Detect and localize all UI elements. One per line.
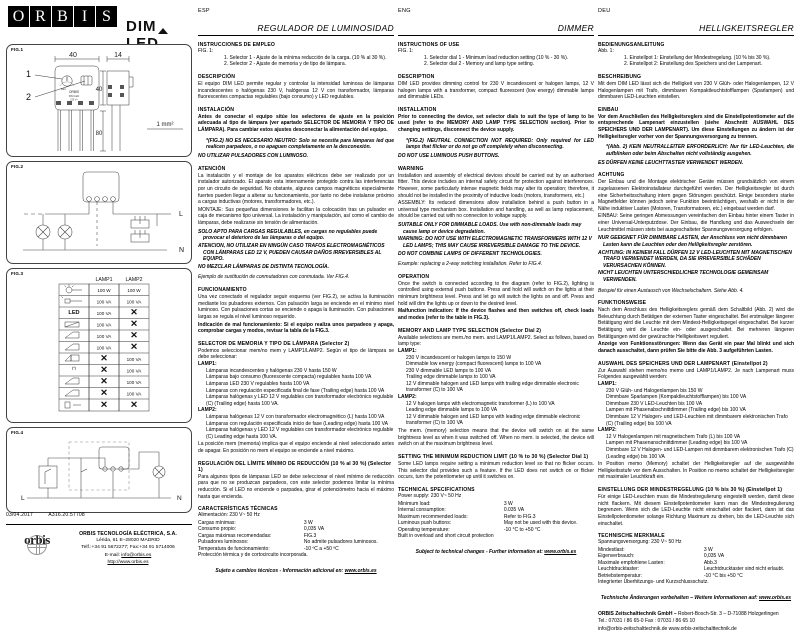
footnote-url-eng[interactable]: www.orbis.es bbox=[544, 548, 577, 555]
memory-note-deu: In Position memo (Memory) schaltet der Helligkeitsregler auf die ausgewählte Helligkeitsstufe vor dem Ausschalten. In Position no memo schaltet der Helligkeitsregler mit maximaler Leuchtkraft ein. bbox=[598, 461, 794, 481]
footer-company-address: Lérida, 61 E–28020 MADRID bbox=[96, 538, 160, 543]
operation-eng: Once the switch is connected according to the diagram (refer to FIG.2), lighting is controlled using external push buttons. Press and hold will switch on the lights at their minimum brightness level. Press and let go will switch the lights on and off. Press and hold will dim the lights up or down to the desired level. bbox=[398, 280, 594, 307]
document-date: 03/04.2017 bbox=[6, 512, 34, 518]
logo-letter-o: O bbox=[8, 6, 29, 27]
document-code-line bbox=[6, 512, 99, 518]
fig3-cell-lamp2: 100 VA bbox=[126, 299, 142, 305]
heading-minlimit-eng: SETTING THE MINIMUM REDUCTION LIMIT (10 % to 30 %) (Selector Dial 1) bbox=[398, 454, 589, 460]
fig1-knob-min: Mín bbox=[61, 87, 67, 91]
specs-table-eng bbox=[398, 501, 594, 534]
lang-tag-deu: DEU bbox=[598, 8, 611, 14]
spec-key: Betriebstemperatur: bbox=[598, 572, 642, 579]
column-german bbox=[598, 8, 794, 633]
warn-esp-3: NO MEZCLAR LÁMPARAS DE DISTINTA TECNOLOGÍA. bbox=[198, 263, 330, 270]
fault-eng: Malfunction indication: If the device flashes and then switches off, check loads and modes (refer to the table in FIG.3). bbox=[398, 308, 594, 321]
fig4-line-n: N bbox=[177, 495, 182, 502]
spec-value: Abb.3 bbox=[703, 559, 717, 566]
fig1-dim-lead: 80 bbox=[95, 131, 103, 137]
figure-2-drawing bbox=[7, 162, 191, 264]
spec-key: Internal consumption: bbox=[398, 507, 446, 514]
spec-key: Cargas máximas recomendadas: bbox=[198, 532, 272, 539]
fig-ref-eng: FIG. 1: bbox=[398, 48, 414, 54]
lamp2-item-deu-1: 12 V Halogenlampen mit magnetischem Trafo (L) bis 100 VA bbox=[606, 433, 741, 440]
lamp1-item-deu-5: Dimmbare 12 V Halogen- und LED-Leuchten mit dimmbarem elektronischen Trafo (C) (Trailing edge) bis 100 VA bbox=[606, 413, 788, 427]
fig3-cell-lamp1: ✕ bbox=[100, 399, 108, 410]
memory-intro-deu: Zur Auswahl stehen memo/no memo und LAMP1/LAMP2. Je nach Lampenart muss Folgendes ausgewählt werden: bbox=[598, 367, 794, 381]
spec-value: -10 °C to +50 °C bbox=[503, 526, 541, 533]
heading-description-deu: BESCHREIBUNG bbox=[598, 73, 642, 80]
lamp1-label-esp: LAMP1: bbox=[198, 361, 217, 368]
assembly-eng: ASSEMBLY: Its reduced dimensions allow installation behind a push button in a universal type mechanism box. Installation and handling, as well as lamp replacement, should be carried out with no connection to voltage supply. bbox=[398, 200, 594, 220]
heading-operation-deu: FUNKTIONSWEISE bbox=[598, 300, 647, 307]
minlimit-deu: Für einige LED-Leuchten muss die Mindestregulierung eingestellt werden, damit diese nicht flackern. Mit diesem Einstellpotentiometer kann man die Mindestregulierung begrenzen. Wenn sich die LED-Leuchte nicht einschaltet oder flackert, dann ist das Einstellpotentiometer solange Richtung Maximum zu drehen, bis die LED-Leuchte sich einschaltet. bbox=[598, 494, 794, 527]
protection-deu: Integrierter Überhitzungs- und Kurzschlussschutz. bbox=[598, 579, 709, 586]
column-spanish bbox=[198, 8, 394, 574]
footnote-url-deu[interactable]: www.orbis.es bbox=[759, 595, 792, 602]
figure-3 bbox=[6, 268, 192, 423]
heading-attention-deu: ACHTUNG bbox=[598, 172, 625, 179]
spec-value: -10 °C bis +50 °C bbox=[703, 572, 743, 579]
lamp2-item-eng-2: Leading edge dimmable lamps to 100 VA bbox=[406, 407, 498, 414]
figure-2 bbox=[6, 161, 192, 264]
lamp2-label-deu: LAMP2: bbox=[598, 427, 617, 434]
spec-value: FIG.3 bbox=[303, 532, 317, 539]
logo-letter-s: S bbox=[96, 6, 117, 27]
supply-esp: Alimentación: 230 V~ 50 Hz bbox=[198, 512, 260, 519]
footer-website[interactable]: http://www.orbis.es bbox=[107, 560, 149, 566]
fig3-cell-lamp2: ✕ bbox=[130, 329, 138, 340]
title-deu: HELLIGKEITSREGLER bbox=[598, 23, 794, 36]
spec-key: Eigenverbrauch: bbox=[598, 553, 635, 560]
fig3-cell-lamp1: 100 VA bbox=[96, 333, 112, 339]
lamp1-item-deu-2: Dimmbare Sparlampen (Kompaktleuchtstofflampen) bis 100 VA bbox=[606, 394, 747, 401]
fig3-cell-lamp1: 100 W bbox=[97, 287, 111, 293]
fig3-col-lamp2: LAMP2 bbox=[125, 277, 143, 283]
footnote-url-esp[interactable]: www.orbis.es bbox=[344, 567, 377, 574]
lamp1-item-eng-5: 12 V dimmable halogen and LED lamps with trailing edge dimmable electronic transformer (C) to 100 VA bbox=[406, 380, 579, 394]
spec-key: Consumo propio: bbox=[198, 526, 237, 533]
lamp1-item-esp-5: Lámparas halógenas y LED 12 V regulables con transformador electrónico regulable (C) (Trailing edge) hasta 100 VA. bbox=[206, 394, 394, 407]
lamp2-item-deu-3: Dimmbare 12 V Halogen- und LED-Lampen mit dimmbarem elektronischen Trafo (C) (Leading edge) bis 100 VA bbox=[606, 447, 794, 460]
heading-installation-esp: INSTALACIÓN bbox=[198, 106, 235, 113]
figure-3-label: FIG.3 bbox=[11, 271, 24, 276]
figure-3-table bbox=[7, 269, 191, 423]
footer-de-phone: Tel.: 07031 / 86 65-0 Fax : 07031 / 86 65 10 bbox=[598, 618, 696, 625]
memory-note-esp: La posición mem (memoria) implica que el equipo enciende al nivel seleccionado antes de apagar. En posición no mem el equipo se enciende a nivel máximo. bbox=[198, 441, 394, 454]
spec-key: Maximum recommended loads: bbox=[398, 513, 468, 520]
memory-intro-esp: Podemos seleccionar mem/no mem y LAMP1/LAMP2. Según el tipo de lámpara se debe seleccionar: bbox=[198, 347, 394, 361]
spec-key: Leuchtdrucktaster: bbox=[598, 566, 640, 573]
lamp2-item-esp-2: Lámparas con regulación especificada inicio de fase (Leading edge) hasta 100 VA bbox=[206, 420, 388, 427]
lamp1-item-deu-1: 230 V Glüh- und Halogenlampen bis 150 W bbox=[606, 387, 703, 394]
fig1-device-brand: ORBIS bbox=[69, 90, 79, 94]
fig3-cell-lamp1: ✕ bbox=[100, 387, 108, 398]
footnote-eng bbox=[398, 549, 594, 555]
supply-deu: Spannungsversorgung: 230 V~ 50 Hz bbox=[598, 539, 682, 546]
footnote-text-esp: Sujeto a cambios técnicos - Información adicional en: bbox=[215, 567, 344, 574]
bullet-no-luminous-esp: NO UTILIZAR PULSADORES CON LUMINOSO. bbox=[198, 153, 308, 160]
fig1-dim-depth: 14 bbox=[114, 52, 122, 59]
column-english bbox=[398, 8, 594, 555]
lamp1-item-esp-2: Lámparas bajo consumo (fluorescente compacta) regulables hasta 100 VA bbox=[206, 374, 372, 381]
fig3-col-lamp1: LAMP1 bbox=[95, 277, 113, 283]
fig3-cell-lamp2: 100 VA bbox=[126, 357, 142, 363]
description-esp: El equipo DIM LED permite regular y controlar la intensidad luminosa de lámparas incandescentes o halógenas 230 V, halógenas 12 V con transformador, lámparas fluorescentes compactas regulables (bajo consumo) y LED regulables. bbox=[198, 80, 394, 101]
lamp1-item-eng-3: 230 V dimmable LED lamps to 100 VA bbox=[406, 367, 491, 374]
heading-tech-esp: CARACTERÍSTICAS TÉCNICAS bbox=[198, 506, 278, 513]
attention-eng: Installation and assembly of electrical devices should be carried out by an authorised fitter. This device includes an internal safety circuit for protection against interferences. However, some particularly intense magnetic fields may alter its operation; therefore, it should not be installed in the proximity of inductive loads (motors, transformers, etc.) bbox=[398, 172, 594, 199]
supply-eng: Power supply: 230 V~ 50 Hz bbox=[398, 492, 462, 499]
note-neutral-esp: *(FIG.2) NO ES NECESARIO NEUTRO: Solo se necesita para lámparas led que realicen parpadeos, o no apaguen completamente en la desconexión. bbox=[206, 137, 394, 151]
footer-company-phone: Telf.:+34 91 5672277; Fax:+34 91 5714006 bbox=[81, 545, 175, 551]
heading-instructions-esp: INSTRUCCIONES DE EMPLEO bbox=[198, 42, 276, 48]
lamp2-item-esp-1: Lámparas halógenas 12 V con transformador electromagnético (L) hasta 100 VA bbox=[206, 413, 385, 420]
fig3-icon-led: LED bbox=[68, 310, 80, 316]
heading-description-eng: DESCRIPTION bbox=[398, 73, 435, 80]
spec-value: -10 ºC a +50 ºC bbox=[303, 545, 339, 552]
figure-1 bbox=[6, 44, 192, 157]
fig1-callout-1: 1 bbox=[25, 69, 31, 79]
footer-divider bbox=[6, 524, 192, 525]
fig3-icon-lamp: ⊓ bbox=[72, 366, 76, 372]
lamp1-item-eng-1: 230 V incandescent or halogen lamps to 150 W bbox=[406, 354, 512, 361]
fig-ref-deu: Abb. 1: bbox=[598, 48, 614, 54]
bullet-no-luminous-eng: DO NOT USE LUMINOUS PUSH BUTTONS. bbox=[398, 153, 500, 160]
footer-de-company: ORBIS Zeitschalttechnik GmbH – bbox=[598, 611, 677, 618]
operation-esp: Una vez conectado el regulador seguir esquema (ver FIG.2), se activa la iluminación mediante los pulsadores externos. Con pulsación larga se enciende en el mínimo nivel luminoso. Con pulsaciones cortas se enciende o apaga la iluminación. Con pulsaciones largas se regula el nivel luminoso requerido. bbox=[198, 293, 394, 320]
warn-deu-1: NUR GEEIGNET FÜR DIMMBARE LASTEN, der Anschluss von nicht dimmbaren Lasten kann die Leuchten oder den Helligkeitsregler zerstören. bbox=[598, 235, 787, 248]
heading-memory-esp: SELECTOR DE MEMORIA Y TIPO DE LÁMPARA (Selector 2) bbox=[198, 340, 350, 347]
spec-value: Refer to FIG.3 bbox=[503, 513, 536, 520]
memory-note-eng: The mem. (memory) selection means that the device will switch on at the same brightness level as when it was switched off. When no mem. is selected, the device will switch on at the maximum brightness level. bbox=[398, 428, 594, 448]
lamp1-item-deu-3: Dimmbare 230 V LED-Leuchten bis 100 VA bbox=[606, 400, 703, 407]
fig3-cell-lamp1: ✕ bbox=[100, 364, 108, 375]
fig4-line-l: L bbox=[21, 495, 25, 502]
warn-eng-1: SUITABLE ONLY FOR DIMMABLE LOADS. Use with non-dimmable loads may cause lamp or device degradation. bbox=[398, 222, 582, 235]
spec-value: 0,035 VA bbox=[303, 526, 325, 533]
fig1-dim-width: 40 bbox=[69, 52, 77, 59]
title-esp: REGULADOR DE LUMINOSIDAD bbox=[198, 23, 394, 36]
fig-item-esp-1: 1. Selector 1 - Ajuste de la mínima reducción de la carga. (10 % al 30 %). bbox=[224, 54, 387, 61]
heading-memory-deu: AUSWAHL DES SPEICHERS UND DER LAMPENART (Einstellpot 2) bbox=[598, 360, 768, 367]
footer-company-name: ORBIS TECNOLOGÍA ELÉCTRICA, S.A. bbox=[79, 531, 177, 537]
footnote-esp bbox=[198, 568, 394, 574]
heading-minlimit-esp: REGULACIÓN DEL LÍMITE MÍNIMO DE REDUCCIÓN (10 % al 30 %) (Selector 1) bbox=[198, 460, 392, 473]
installation-eng: Prior to connecting the device, set selector dials to suit the type of lamp to be used (refer to the MEMORY AND LAMP TYPE SELECTION section). Prior to changing settings, disconnect the device supply. bbox=[398, 113, 594, 134]
heading-instructions-eng: INSTRUCTIONS OF USE bbox=[398, 42, 460, 48]
specs-table-deu bbox=[598, 547, 794, 580]
figure-1-drawing bbox=[7, 45, 191, 157]
lamp1-label-eng: LAMP1: bbox=[398, 347, 417, 354]
lamp2-item-esp-3: Lámparas halógenas y LED 12 V regulables con transformador electrónico regulable (C) Leading edge hasta 100 VA. bbox=[206, 427, 394, 440]
fig-item-eng-2: 2. Selector dial 2 - Memory and lamp type setting. bbox=[424, 61, 535, 68]
logo-letter-i: I bbox=[74, 6, 95, 27]
brand-header bbox=[8, 6, 194, 40]
fig3-cell-lamp1: ✕ bbox=[100, 376, 108, 387]
footer-de-web[interactable]: info@orbis-zeitschalttechnik.de www.orbis-zeitschalttechnik.de bbox=[598, 625, 737, 632]
fig3-cell-lamp1: 100 VA bbox=[96, 345, 112, 351]
footnote-text-deu: Technische Änderungen vorbehalten – Weitere Informationen auf: bbox=[600, 595, 758, 602]
fig3-cell-lamp1: 100 VA bbox=[96, 322, 112, 328]
fig1-device-spec: 230 V~ bbox=[70, 98, 78, 102]
fig3-cell-lamp2: ✕ bbox=[130, 341, 138, 352]
footer-de-address: Robert-Bosch-Str. 3 – D-71088 Holzgerlingen bbox=[678, 611, 779, 618]
fault-esp: Indicación de mal funcionamiento: Si el equipo realiza unos parpadeos y apaga, comprobar cargas y modos, revisar la tabla de la FIG.3. bbox=[198, 321, 394, 335]
warn-deu-2: ACHTUNG: IN KEINEM FALL DÜRFEN 12 V LED-LEUCHTEN MIT MAGNETISCHEN TRAFO VERWENDET WERDEN, DA SIE IRREVERSIBLE SCHÄDEN VERURSACHEN KÖNNEN. bbox=[598, 249, 792, 269]
warn-deu-3: NICHT LEUCHTEN UNTERSCHIEDLICHER TECHNOLOGIE GEMEINSAM VERWENDEN. bbox=[598, 270, 769, 283]
fig1-dim-height: 40 bbox=[95, 87, 103, 93]
heading-installation-deu: EINBAU bbox=[598, 106, 619, 113]
footnote-text-eng: Subject to technical changes - Further information at: bbox=[415, 548, 543, 555]
minlimit-esp: Para algunos tipos de lámparas LED se debe seleccionar el nivel mínimo de reducción para que no se produzcan parpadeos, con este selector podemos limitar la mínima reducción. Si el LED no enciende o parpadea, girar el potenciómetro hacia el máximo hasta que encienda. bbox=[198, 473, 394, 500]
warn-esp-1: SOLO APTO PARA CARGAS REGULABLES, en cargas no regulables puede provocar el deterioro de las lámparas o del equipo. bbox=[198, 228, 378, 242]
footer-orbis-logo bbox=[14, 532, 60, 548]
heading-installation-eng: INSTALLATION bbox=[398, 106, 437, 113]
fig3-cell-lamp2: 100 W bbox=[127, 287, 141, 293]
lamp1-item-eng-4: Trailing edge dimmable lamps to 100 VA bbox=[406, 374, 496, 381]
heading-tech-deu: TECHNISCHE MERKMALE bbox=[598, 533, 665, 540]
footnote-deu bbox=[598, 595, 794, 601]
lamp2-label-eng: LAMP2: bbox=[398, 394, 417, 401]
specs-table-esp bbox=[198, 520, 394, 553]
fig3-cell-lamp2: 100 VA bbox=[126, 380, 142, 386]
protection-eng: Built in overload and short circuit protection bbox=[398, 533, 494, 540]
spec-value: 3 W bbox=[703, 546, 713, 553]
logo-letter-b: B bbox=[52, 6, 73, 27]
spec-key: Mindestlast: bbox=[598, 546, 625, 553]
spec-value: 0.035 VA bbox=[503, 507, 525, 514]
spec-value: 3 W bbox=[303, 519, 313, 526]
memory-intro-eng: Available selections are mem./no mem. and LAMP1/LAMP2. Select as follows, based on lamp type: bbox=[398, 334, 594, 348]
note-neutral-eng: *(FIG.2) NEUTRAL CONNECTION NOT REQUIRED: Only required for LED lamps that flicker or do not go off completely when disconnecting. bbox=[406, 137, 594, 151]
spec-key: Cargas mínimas: bbox=[198, 519, 236, 526]
figure-4-label: FIG.4 bbox=[11, 430, 24, 435]
fig3-cell-lamp2: ✕ bbox=[130, 318, 138, 329]
lamp2-item-eng-1: 12 V halogen lamps with electromagnetic transformer (L) to 100 VA bbox=[406, 400, 555, 407]
spec-value: Leuchtdrucktaster sind nicht erlaubt. bbox=[703, 566, 785, 573]
footer-email[interactable]: info@orbis.es bbox=[121, 552, 152, 558]
lamp1-item-deu-4: Lampen mit Phasenabschnittdimmer (Trailing edge) bis 100 VA bbox=[606, 407, 746, 414]
logo-letter-r: R bbox=[30, 6, 51, 27]
heading-attention-eng: WARNING bbox=[398, 165, 424, 172]
heading-memory-eng: MEMORY AND LAMP TYPE SELECTION (Selector Dial 2) bbox=[398, 327, 542, 334]
installation-esp: Antes de conectar el equipo sitúe los selectores de ajuste en la posición adecuada al tipo de lámpara (ver apartado SELECTOR DE MEMORIA Y TIPO DE LÁMPARA). Para cambiar estos ajustes desconectar la alimentación del equipo. bbox=[198, 113, 394, 134]
fig1-callout-2: 2 bbox=[25, 92, 31, 102]
fig2-line-n: N bbox=[179, 247, 185, 254]
warn-esp-2: ATENCION, NO UTILIZAR EN NINGÚN CASO TRAFOS ELECTROMAGNÉTICOS CON LÁMPARAS LED 12 V, PUEDEN CAUSAR DAÑOS IRREVERSIBLES AL EQUIPO. bbox=[198, 242, 385, 263]
description-eng: DIM LED provides dimming control for 230 V incandescent or halogen lamps, 12 V halogen lamps with a transformer, compact fluorescent (low energy) dimmable lamps and dimmable LEDs. bbox=[398, 80, 594, 101]
fig-item-esp-2: 2. Selector 2 - Ajuste de memoria y de tipo de lámpara. bbox=[224, 61, 347, 68]
fig-ref-esp: FIG. 1: bbox=[198, 48, 214, 54]
lamp1-item-esp-3: Lámparas LED 230 V regulables hasta 100 VA bbox=[206, 380, 310, 387]
operation-deu: Nach dem Anschluss des Helligkeitsreglers gemäß dem Schaltbild (Abb. 2) wird die Beleuchtung durch Betätigen der externen Taster eingeschaltet. Bei erstmaliger längerer Betätigung wird die Leuchte mit dem Mindest-Helligkeitspegel eingeschaltet. Bei kurzer Betätigung wird die Leuchte ein- oder ausgeschaltet. Bei mehreren längeren Betätigungen wird der gewünschte Helligkeitswert reguliert. bbox=[598, 307, 794, 340]
heading-operation-eng: OPERATION bbox=[398, 273, 430, 280]
fig3-cell-lamp2: 100 VA bbox=[126, 368, 142, 374]
heading-attention-esp: ATENCIÓN bbox=[198, 165, 226, 172]
title-eng: DIMMER bbox=[398, 23, 594, 36]
fig3-cell-lamp1: 100 VA bbox=[96, 299, 112, 305]
figure-column bbox=[6, 44, 192, 517]
description-deu: Mit dem DIM LED lässt sich die Helligkeit von 230 V Glüh- oder Halogenlampen, 12 V Halogenlampen mit Trafo, dimmbaren Kompaktleuchtstofflampen (Sparlampen) und dimmbaren LED-Leuchten einstellen. bbox=[598, 80, 794, 101]
fig4-ref-deu: Beispiel für einen Austausch von Wechselschaltern. Siehe Abb. 4. bbox=[598, 287, 744, 294]
dimled-text-dim: DIM bbox=[126, 18, 157, 35]
fig3-cell-lamp1: 100 VA bbox=[96, 310, 112, 316]
lang-tag-esp: ESP bbox=[198, 8, 210, 14]
fig-item-eng-1: 1. Selector dial 1 - Minimum load reduction setting (10 % - 30 %). bbox=[424, 54, 569, 61]
protection-esp: Protección térmica y de cortocircuito incorporada. bbox=[198, 552, 308, 559]
spec-key: Luminous push buttons: bbox=[398, 520, 452, 527]
spec-key: Temperatura de funcionamiento: bbox=[198, 545, 270, 552]
fig3-cell-lamp1: ✕ bbox=[100, 353, 108, 364]
heading-description-esp: DESCRIPCIÓN bbox=[198, 73, 236, 80]
footer-company-block bbox=[62, 531, 194, 566]
footer-email-label: E-mail: bbox=[104, 552, 120, 558]
fig3-cell-lamp2: 100 VA bbox=[126, 391, 142, 397]
spec-key: Operating temperature: bbox=[398, 526, 450, 533]
fault-deu: Anzeige von Funktionsstörungen: Wenn das Gerät ein paar Mal blinkt und sich danach ausschaltet, dann prüfen Sie bitte die Abb. 3 aufgeführten Lasten. bbox=[598, 341, 794, 355]
footer-germany bbox=[598, 611, 794, 633]
lamp2-item-eng-3: 12 V dimmable halogen and LED lamps with leading edge dimmable electronic transformer (C) to 100 VA bbox=[406, 413, 581, 427]
heading-instructions-deu: BEDIENUNGSANLEITUNG bbox=[598, 42, 665, 48]
fig4-ref-esp: Ejemplo de sustitución de conmutadores con conmutada. Ver FIG.4. bbox=[198, 274, 350, 281]
fig4-ref-eng: Example: replacing a 2-way switching installation. Refer to FIG.4. bbox=[398, 261, 543, 268]
fig-item-deu-1: 1. Einstellpot 1: Einstellung der Mindestregelung. (10 % bis 30 %). bbox=[624, 54, 771, 61]
installation-deu: Vor dem Anschließen des Helligkeitsreglers sind die Einstellpotentiometer auf die entsprechende Lampenart einzustellen (siehe Abschnitt AUSWAHL DES SPEICHERS UND DER LAMPENART). Um diese Einstellungen zu ändern ist der Helligkeitsregler vorher von der Spannungsversorgung zu trennen. bbox=[598, 113, 794, 140]
assembly-deu: EINBAU: Seine geringen Abmessungen vereinfachen den Einbau hinter einem Taster in einer Universal-Unterputzdose. Der Einbau, die Handlung und das Auswechseln der Leuchtmittel müssen stets bei ausgeschalteter Spannungsversorgung erfolgen. bbox=[598, 213, 794, 233]
spec-key: Pulsadores luminosos: bbox=[198, 539, 249, 546]
fig1-device-model: DIM LED bbox=[68, 95, 80, 98]
assembly-esp: MONTAJE: Sus pequeñas dimensiones le facilitan la colocación tras un pulsador en caja de mecanismo tipo universal. La instalación y manipulación, así como el cambio de lámparas, debe realizarse sin tensión de alimentación. bbox=[198, 206, 394, 227]
heading-operation-esp: FUNCIONAMIENTO bbox=[198, 286, 247, 293]
lamp1-item-eng-2: Dimmable low energy (compact fluorescent) lamps to 100 VA bbox=[406, 361, 542, 368]
spec-key: Maximale empfohlene Lasten: bbox=[598, 559, 665, 566]
warn-eng-3: DO NOT COMBINE LAMPS OF DIFFERENT TECHNOLOGIES. bbox=[398, 250, 542, 257]
note-neutral-deu: *(Abb. 2) KEIN NEUTRALLEITER ERFORDERLICH: Nur für LED-Leuchten, die aufblinken oder beim Abschalten nicht vollständig ausgehen. bbox=[606, 144, 794, 158]
heading-tech-eng: TECHNICAL SPECIFICATIONS bbox=[398, 486, 475, 493]
spec-value: 0,035 VA bbox=[703, 553, 725, 560]
figure-1-label: FIG.1 bbox=[11, 47, 24, 52]
lamp2-item-deu-2: Lampen mit Phasenanschnittdimmer (Leading edge) bis 100 VA bbox=[606, 440, 748, 447]
globe-icon bbox=[27, 535, 47, 555]
attention-esp: La instalación y el montaje de los aparatos eléctricos debe ser realizado por un instalador autorizado. El aparato esta internamente protegido contra las interferencias por un circuito de seguridad. No obstante, algunos campos magnéticos especialmente fuertes pueden llegar a alterar su funcionamiento, por tanto no debe instalarse próximo a cargas inductivas (motores, transformadores, etc.). bbox=[198, 172, 394, 206]
lamp2-label-esp: LAMP2: bbox=[198, 407, 217, 414]
lamp1-item-esp-4: Lámparas con regulación especificada final de fase (Trailing edge) hasta 100 VA bbox=[206, 387, 385, 394]
attention-deu: Der Einbau und die Montage elektrischer Geräte müssen grundsätzlich von einem zugelassenen Elektroinstallateur durchgeführt werden. Der Helligkeitsregler ist durch eine Sicherheitsschaltung intern gegen Störungen geschützt. Einige besonders starke Magnetfelder können jedoch seine Funktion beeinträchtigen, weshalb er nicht in der Nähe induktiver Lasten (Motoren, Transformatoren, etc.) eingebaut werden darf. bbox=[598, 179, 794, 212]
footer-logo-text: orbis bbox=[24, 532, 50, 547]
bullet-no-luminous-deu: ES DÜRFEN KEINE LEUCHTTASTER VERWENDET WERDEN. bbox=[598, 159, 744, 166]
spec-value: 3 W bbox=[503, 500, 513, 507]
figure-2-label: FIG.2 bbox=[11, 164, 24, 169]
spec-key: Minimum load: bbox=[398, 500, 431, 507]
fig3-cell-lamp2: ✕ bbox=[130, 399, 138, 410]
spec-value: May not be used with this device. bbox=[503, 520, 578, 527]
lang-tag-eng: ENG bbox=[398, 8, 411, 14]
fig-item-deu-2: 2. Einstellpot 2: Einstellung des Speichers und der Lampenart. bbox=[624, 61, 763, 68]
fig3-cell-lamp2: ✕ bbox=[130, 306, 138, 317]
heading-minlimit-deu: EINSTELLUNG DER MINDESTREGELUNG (10 % bis 30 %) (Einstellpot 1) bbox=[598, 487, 783, 494]
lamp1-item-esp-1: Lámparas incandescentes y halógenas 230 V hasta 150 W bbox=[206, 367, 337, 374]
document-reference: A316.20.57708 bbox=[48, 512, 85, 518]
fig1-wire-gauge: 1 mm² bbox=[156, 122, 174, 128]
fig2-line-l: L bbox=[179, 211, 183, 218]
figure-4-drawing bbox=[7, 428, 191, 513]
spec-value: No admite pulsadores luminosos. bbox=[303, 539, 378, 546]
figure-4 bbox=[6, 427, 192, 513]
warn-eng-2: WARNING: DO NOT USE WITH ELECTROMAGNETIC TRANSFORMERS WITH 12 V LED LAMPS; THIS MAY CAUSE IRREVERSIBLE DAMAGE TO THE DEVICE. bbox=[398, 236, 592, 249]
lamp1-label-deu: LAMP1: bbox=[598, 380, 617, 387]
minlimit-eng: Some LED lamps require setting a minimum reduction level so that no flicker occurs. This selector dial provides such a feature. If the LED does not switch on or flicker occurs, turn the potentiometer up until it switches on. bbox=[398, 461, 594, 481]
